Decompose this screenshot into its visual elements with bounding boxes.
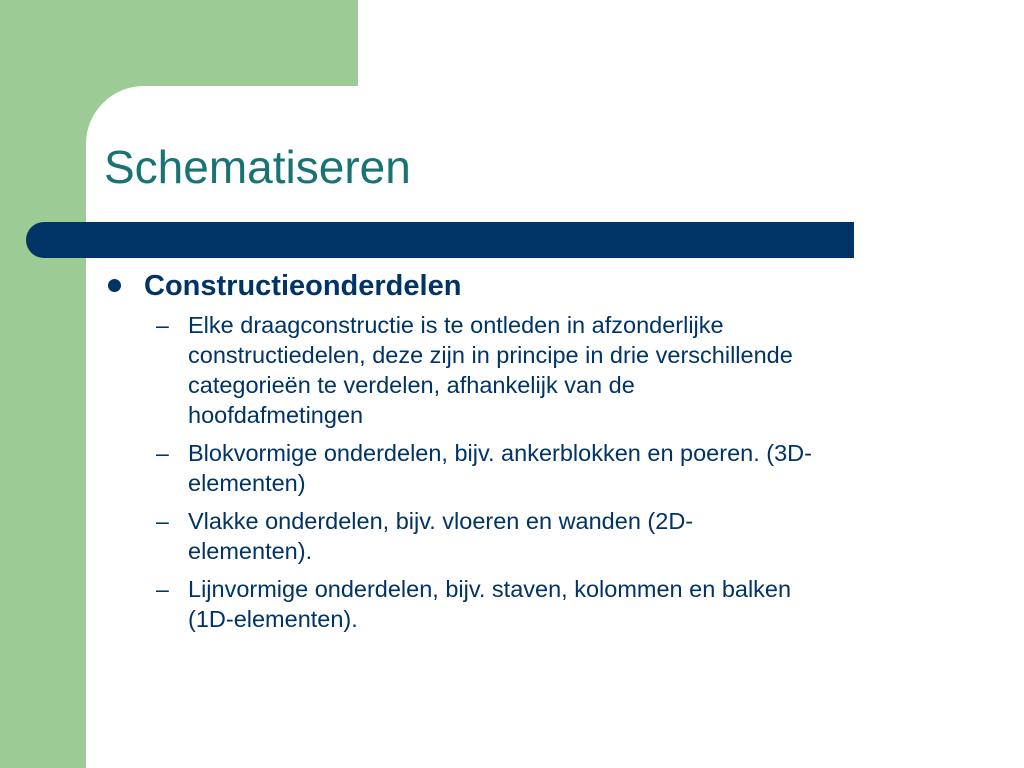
- dash-icon: –: [156, 440, 169, 466]
- dash-icon: –: [156, 508, 169, 534]
- bullet-item: [104, 268, 964, 304]
- sub-bullet-line: elementen): [188, 470, 306, 496]
- title-underline-bar: [26, 222, 854, 258]
- sub-bullet-line: hoofdafmetingen: [188, 402, 364, 428]
- sub-bullet-line: Lijnvormige onderdelen, bijv. staven, kolommen en balken: [188, 576, 792, 602]
- sub-bullet-line: categorieën te verdelen, afhankelijk van de: [188, 372, 635, 398]
- dash-icon: –: [156, 576, 169, 602]
- slide-body: [104, 268, 964, 642]
- sub-bullet-line: Vlakke onderdelen, bijv. vloeren en wanden (2D-: [188, 508, 694, 534]
- bullet-dot-icon: [108, 279, 121, 292]
- bullet-heading: Constructieonderdelen: [144, 270, 462, 302]
- sub-bullet-line: constructiedelen, deze zijn in principe in drie verschillende: [188, 342, 793, 368]
- sub-bullet-line: (1D-elementen).: [188, 606, 358, 632]
- slide-title: Schematiseren: [104, 141, 411, 193]
- sub-bullet-line: Elke draagconstructie is te ontleden in afzonderlijke: [188, 312, 724, 338]
- sub-bullet-line: elementen).: [188, 538, 313, 564]
- sub-bullet-list: [104, 310, 964, 634]
- sub-bullet-item: [104, 506, 964, 566]
- sub-bullet-item: [104, 574, 964, 634]
- sub-bullet-item: [104, 438, 964, 498]
- dash-icon: –: [156, 312, 169, 338]
- sub-bullet-line: Blokvormige onderdelen, bijv. ankerblokken en poeren. (3D-: [188, 440, 812, 466]
- sub-bullet-item: [104, 310, 964, 430]
